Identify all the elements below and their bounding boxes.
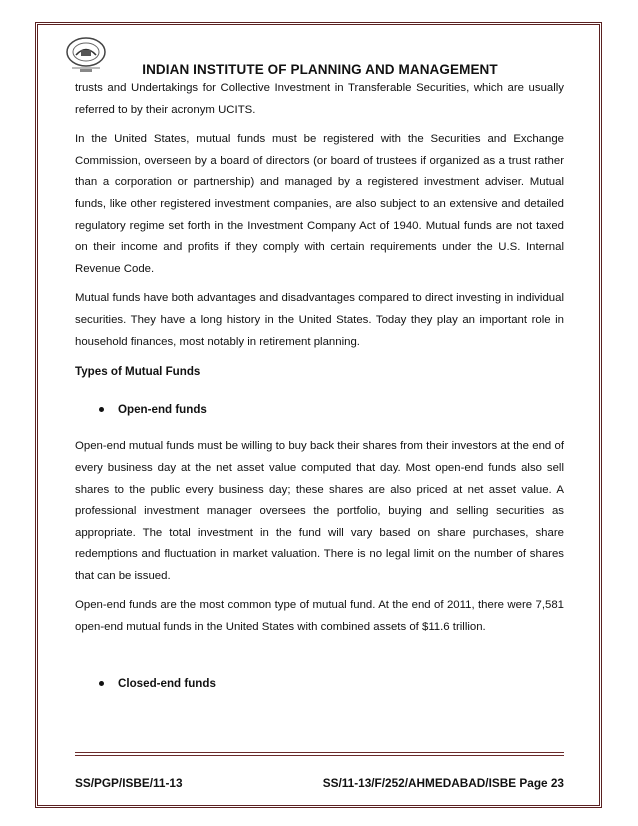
section-heading-types: Types of Mutual Funds	[75, 365, 201, 379]
bullet-label: Open-end funds	[118, 402, 207, 416]
bullet-dot-icon	[99, 407, 104, 412]
institute-logo	[64, 36, 108, 74]
footer-left-code: SS/PGP/ISBE/11-13	[75, 776, 183, 790]
paragraph-open-end-description: Open-end mutual funds must be willing to buy back their shares from their investors at the end of every business day at the net asset value computed that day. Most open-end funds also sell shares to the public every business day; these shares are also priced at net asset value. A professional investment manager oversees the portfolio, buying and selling securities as appropriate. The total investment in the fund will vary based on share purchases, share redemptions and fluctuation in market valuation. There is no legal limit on the number of shares that can be issued.	[75, 440, 564, 582]
footer-right-page: SS/11-13/F/252/AHMEDABAD/ISBE Page 23	[322, 776, 564, 790]
bullet-closed-end	[75, 673, 564, 695]
bullet-label: Closed-end funds	[118, 676, 216, 690]
paragraph-ucits: trusts and Undertakings for Collective Investment in Transferable Securities, which are usually referred to by their acronym UCITS.	[75, 82, 564, 116]
bullet-dot-icon	[99, 681, 104, 686]
document-body	[75, 78, 564, 710]
bullet-open-end	[75, 399, 564, 421]
paragraph-open-end-stats: Open-end funds are the most common type of mutual fund. At the end of 2011, there were 7,581 open-end mutual funds in the United States with combined assets of $11.6 trillion.	[75, 599, 564, 634]
institute-header-title: INDIAN INSTITUTE OF PLANNING AND MANAGEMENT	[142, 62, 498, 77]
footer-divider	[75, 752, 564, 756]
paragraph-us-registration: In the United States, mutual funds must be registered with the Securities and Exchange Commission, overseen by a board of directors (or board of trustees if organized as a trust rather than a corporation or partnership) and managed by a registered investment adviser. Mutual funds, like other registered investment companies, are also subject to an extensive and detailed regulatory regime set forth in the Investment Company Act of 1940. Mutual funds are not taxed on their income and profits if they comply with certain requirements under the U.S. Internal Revenue Code.	[75, 133, 564, 275]
paragraph-advantages: Mutual funds have both advantages and disadvantages compared to direct investing in individual securities. They have a long history in the United States. Today they play an important role in household finances, most notably in retirement planning.	[75, 292, 564, 348]
